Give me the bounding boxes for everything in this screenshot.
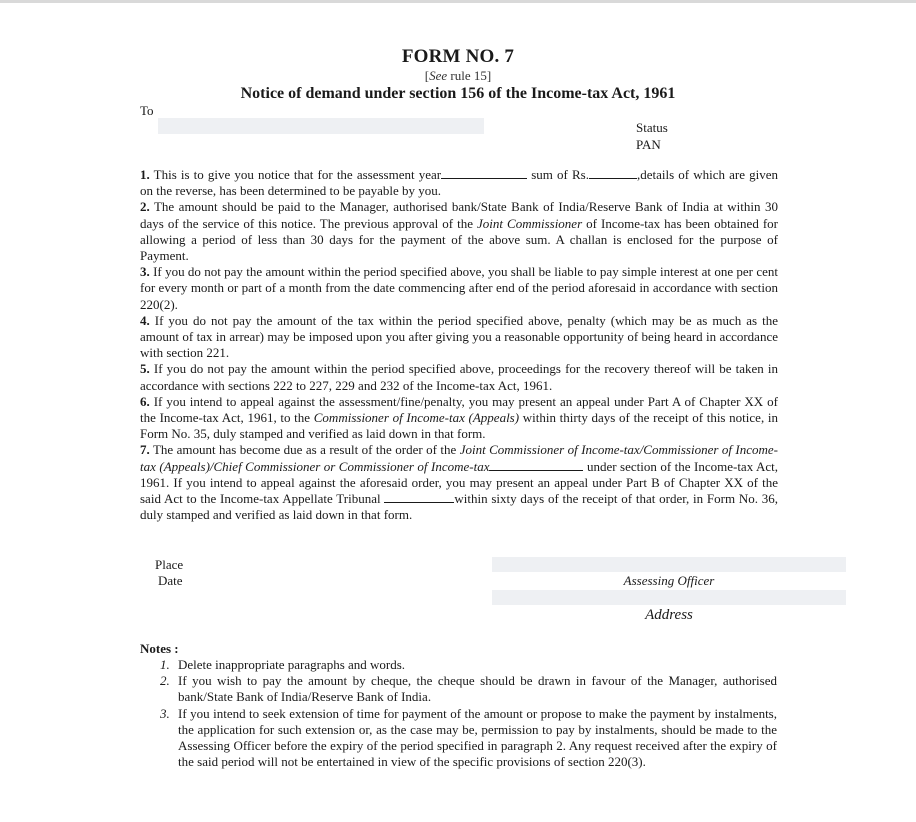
paragraph-2-number: 2. [140, 199, 150, 215]
note-number: 2. [160, 673, 170, 689]
paragraph-5-text: If you do not pay the amount within the period specified above, proceedings for the recovery thereof will be taken in accordance with sections 222 to 227, 229 and 232 of the Income-tax Act, 1961. [140, 361, 778, 393]
date-label: Date [158, 573, 183, 588]
assessment-year-blank[interactable] [441, 167, 527, 179]
paragraph-1-text-b: sum of Rs. [527, 167, 589, 182]
paragraph-5 [140, 361, 778, 393]
notes-list [160, 657, 777, 770]
paragraph-3-text: If you do not pay the amount within the period specified above, you shall be liable to pay simple interest at one per cent for every month or part of a month from the date commencing after end of the period aforesaid in accordance with section 220(2). [140, 264, 778, 312]
rule-ref-see: See [429, 68, 448, 83]
note-item [160, 673, 777, 705]
rule-ref-rest: rule 15] [447, 68, 492, 83]
note-text: Delete inappropriate paragraphs and words. [178, 657, 406, 672]
paragraph-7-number: 7. [140, 442, 150, 458]
paragraph-6-text-a: If you intend to appeal against the assessment/fine/penalty, you may present an appeal under Part A of Chapter XX of the Income-tax Act, 1961, to the [140, 393, 778, 426]
paragraph-6-text-b: within thirty days of the receipt of this notice, in Form No. 35, duly stamped and verified as laid down in that form. [140, 410, 778, 442]
paragraph-7-text-b: under section of the Income-tax Act, 1961. If you intend to appeal against the aforesaid order, you may present an appeal under Part B of Chapter XX of the said Act to the Income-tax Appellate Tribunal [140, 458, 778, 507]
paragraph-6 [140, 394, 778, 443]
rule-reference [0, 68, 916, 84]
paragraph-5-number: 5. [140, 361, 150, 377]
note-number: 1. [160, 657, 170, 672]
paragraph-3 [140, 264, 778, 313]
section-blank[interactable] [489, 459, 583, 471]
page-top-border [0, 0, 916, 3]
signature-field[interactable] [492, 557, 846, 572]
note-text: If you intend to seek extension of time for payment of the amount or propose to make the payment by instalments, the application for such extension or, as the case may be, permission to pay by instalments, should be made to the Assessing Officer before the expiry of the period specified in paragraph 2. Any request received after the expiry of the said period will not be entertained in view of the specific provisions of section 220(3). [178, 705, 777, 770]
paragraph-6-italic: Commissioner of Income-tax (Appeals) [313, 410, 520, 426]
form-title: FORM NO. 7 [401, 46, 515, 67]
paragraph-7 [140, 442, 778, 523]
note-text: If you wish to pay the amount by cheque, the cheque should be drawn in favour of the Manager, authorised bank/State Bank of India/Reserve Bank of India. [178, 673, 777, 705]
status-label: Status [636, 120, 668, 135]
address-label: Address [645, 607, 693, 623]
note-number: 3. [160, 705, 170, 721]
paragraph-4-text: If you do not pay the amount of the tax within the period specified above, penalty (which may be as much as the amount of tax in arrear) may be imposed upon you after giving you a reasonable opportunity of being heard in accordance with section 221. [140, 312, 778, 361]
paragraph-2-text-b: of Income-tax has been obtained for allowing a period of less than 30 days for the payment of the above sum. A challan is enclosed for the purpose of Payment. [140, 215, 778, 264]
paragraph-7-text-c: within sixty days of the receipt of that order, in Form No. 36, duly stamped and verified as laid down in that form. [140, 491, 778, 523]
to-label: To [140, 103, 154, 118]
paragraph-2-text-a: The amount should be paid to the Manager, authorised bank/State Bank of India/Reserve Bank of India at within 30 days of the service of this notice. The previous approval of the [140, 199, 778, 231]
paragraph-1-number: 1. [140, 167, 150, 182]
notice-body [140, 167, 778, 523]
paragraph-6-number: 6. [140, 393, 150, 409]
paragraph-1-text-a: This is to give you notice that for the assessment year [149, 167, 442, 182]
assessing-officer-label: Assessing Officer [623, 573, 715, 588]
rule-ref-open: [ [424, 68, 430, 83]
paragraph-7-text-a: The amount has become due as a result of the order of the [149, 442, 460, 458]
note-item [160, 706, 777, 771]
pan-label: PAN [636, 137, 661, 152]
note-item [160, 657, 777, 673]
paragraph-3-number: 3. [140, 264, 150, 280]
paragraph-4-number: 4. [140, 312, 150, 328]
form-heading: Notice of demand under section 156 of the Income-tax Act, 1961 [240, 85, 676, 102]
paragraph-2 [140, 199, 778, 264]
paragraph-1 [140, 167, 778, 199]
notes-heading: Notes : [140, 641, 179, 656]
place-label: Place [155, 557, 184, 572]
paragraph-2-italic: Joint Commissioner [477, 215, 583, 231]
tribunal-blank[interactable] [384, 491, 454, 503]
amount-blank[interactable] [589, 167, 637, 179]
status-pan-block [636, 119, 668, 153]
addressee-field[interactable] [158, 118, 484, 134]
paragraph-4 [140, 313, 778, 362]
paragraph-1-text-c: ,details of which are given on the reverse, has been determined to be payable by you. [140, 167, 778, 199]
officer-address-field[interactable] [492, 590, 846, 605]
paragraph-7-italic: Joint Commissioner of Income-tax/Commissioner of Income-tax (Appeals)/Chief Commissioner or Commissioner of Income-tax [140, 442, 778, 474]
